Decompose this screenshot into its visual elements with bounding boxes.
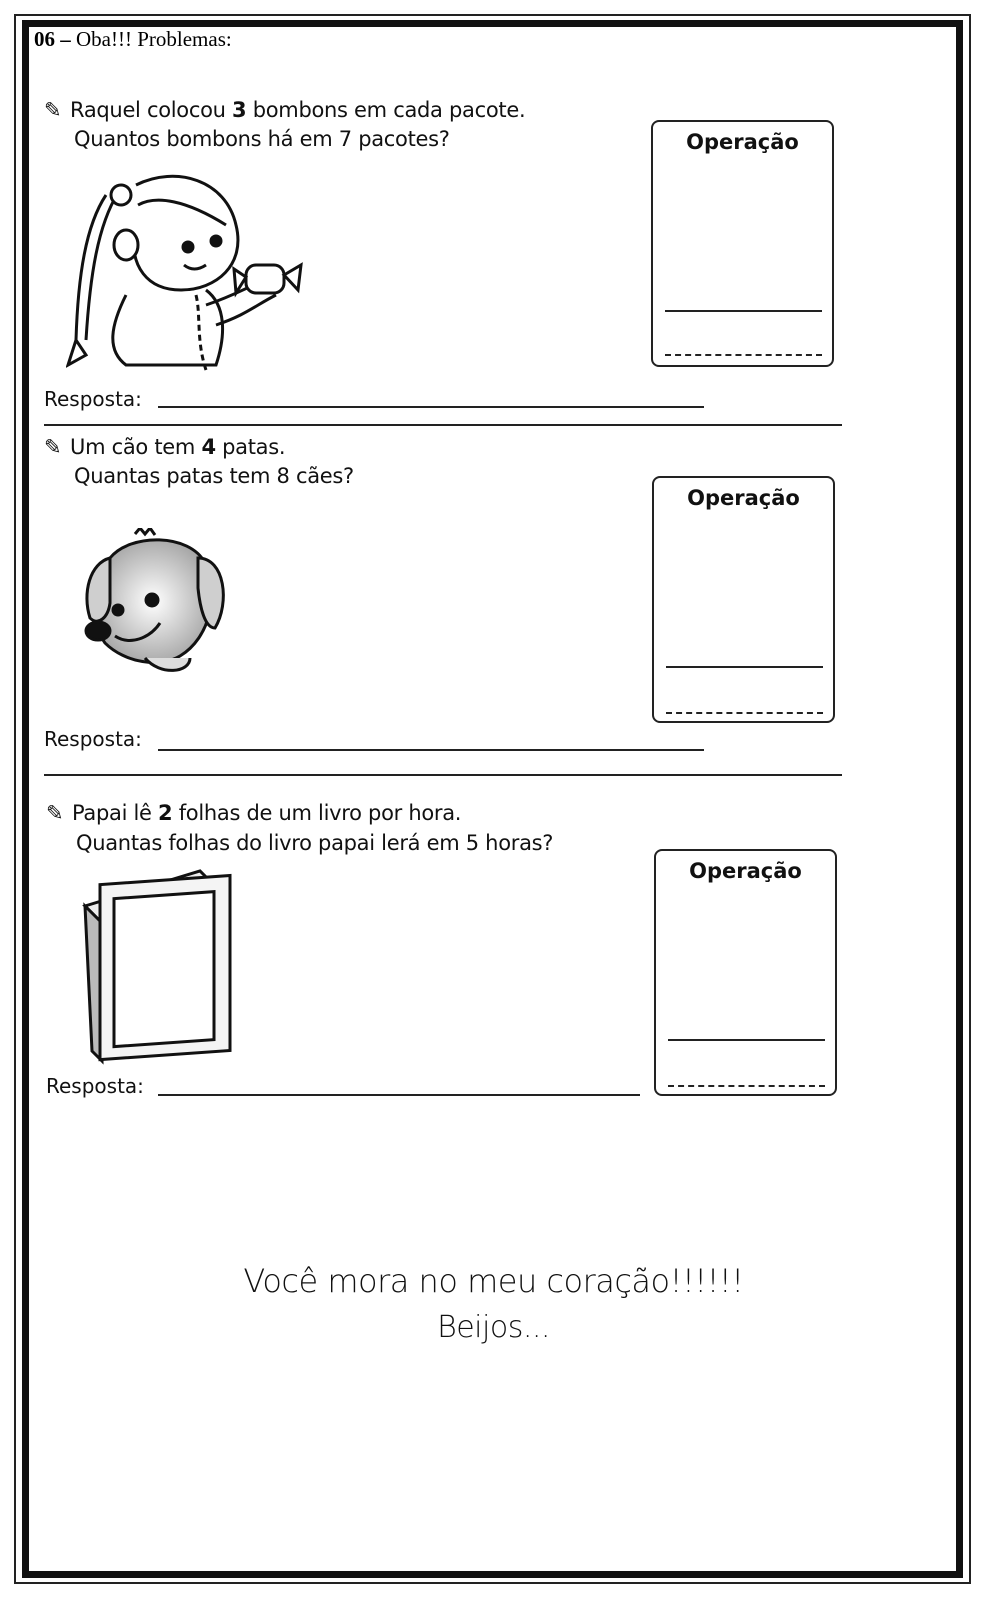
answer-label-3: Resposta: — [46, 1074, 144, 1098]
operation-label: Operação — [689, 859, 802, 883]
operation-box-1 — [651, 120, 834, 367]
pencil-icon: ✎ — [44, 98, 62, 122]
operation-label: Operação — [687, 486, 800, 510]
problem-2-line-1: ✎ Um cão tem 4 patas. — [44, 435, 286, 459]
answer-field-2[interactable] — [158, 749, 704, 751]
dog-head-illustration — [80, 528, 230, 678]
operation-answer-line — [666, 666, 823, 668]
operation-result-line — [665, 354, 822, 356]
operation-label: Operação — [686, 130, 799, 154]
book-illustration — [80, 866, 240, 1066]
header-number: 06 – — [34, 27, 71, 51]
problem-2-line-2: Quantas patas tem 8 cães? — [74, 464, 354, 488]
operation-answer-line — [668, 1039, 825, 1041]
answer-field-3[interactable] — [158, 1094, 640, 1096]
operation-result-line — [666, 712, 823, 714]
problem-3-line-2: Quantas folhas do livro papai lerá em 5 horas? — [76, 831, 554, 855]
section-divider-1 — [44, 424, 842, 426]
header-title: Oba!!! Problemas: — [76, 27, 232, 51]
section-divider-2 — [44, 774, 842, 776]
answer-label-1: Resposta: — [44, 387, 142, 411]
operation-result-line — [668, 1085, 825, 1087]
girl-with-candy-illustration — [66, 165, 306, 380]
operation-box-2 — [652, 476, 835, 723]
operation-box-3 — [654, 849, 837, 1096]
problem-1-line-2: Quantos bombons há em 7 pacotes? — [74, 127, 450, 151]
problem-3-line-1: ✎ Papai lê 2 folhas de um livro por hora. — [46, 801, 462, 825]
answer-field-1[interactable] — [158, 406, 704, 408]
answer-label-2: Resposta: — [44, 727, 142, 751]
worksheet-header — [34, 27, 232, 52]
pencil-icon: ✎ — [44, 435, 62, 459]
pencil-icon: ✎ — [46, 801, 64, 825]
closing-signoff: Beijos... — [437, 1310, 550, 1345]
problem-1-line-1: ✎ Raquel colocou 3 bombons em cada pacote. — [44, 98, 526, 122]
closing-message: Você mora no meu coração!!!!!! — [243, 1262, 744, 1300]
operation-answer-line — [665, 310, 822, 312]
